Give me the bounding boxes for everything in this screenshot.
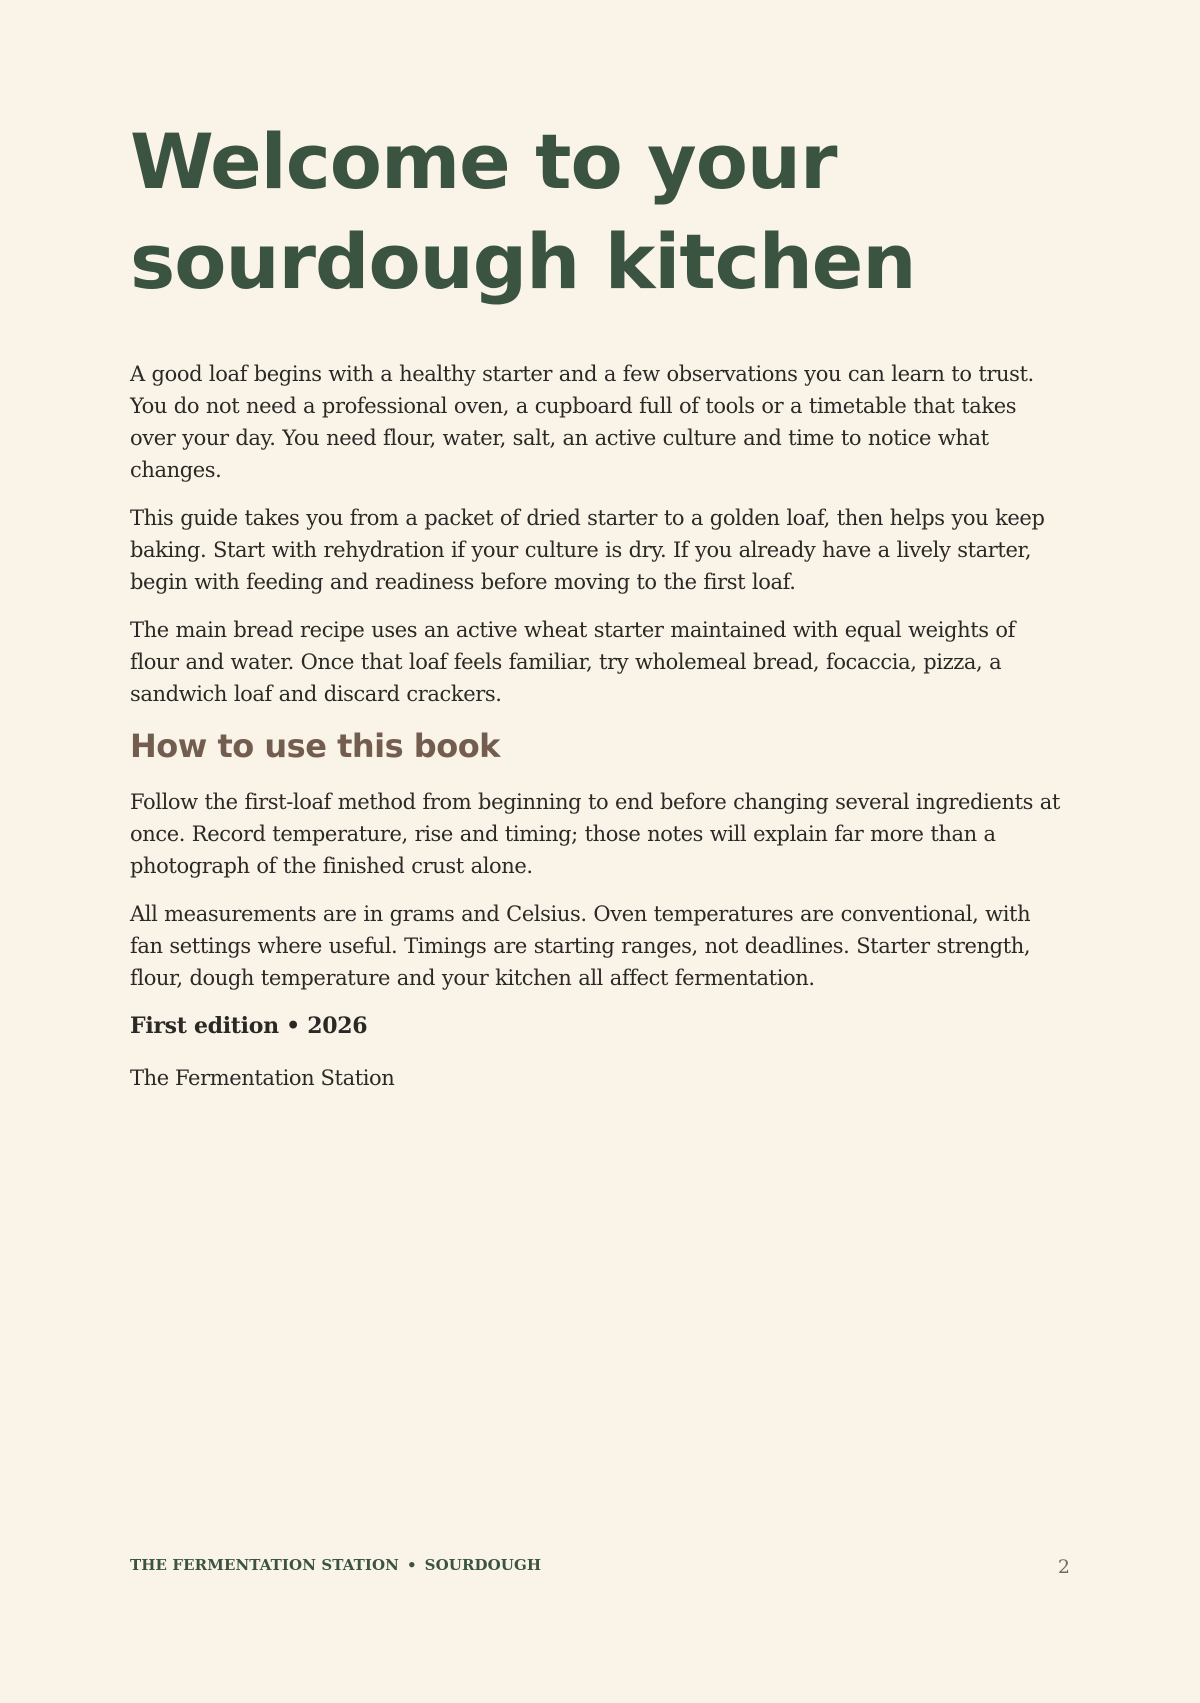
page-title-line-1: Welcome to your [130,117,837,206]
page-number: 2 [1057,1556,1070,1578]
intro-paragraph-2: This guide takes you from a packet of dried starter to a golden loaf, then helps you keep baking. Start with rehydration if your culture is dry. If you already have a lively starter, begin with feeding and readiness before moving to the first loaf. [130,506,1045,594]
page-footer [130,1552,1070,1582]
page-content [130,112,1065,1094]
edition-line: First edition • 2026 [130,1013,368,1039]
footer-separator: • [406,1556,417,1574]
publisher-name: The Fermentation Station [130,1066,395,1090]
intro-paragraph-1: A good loaf begins with a healthy starter and a few observations you can learn to trust. You do not need a professional oven, a cupboard full of tools or a timetable that takes over your day. You need flour, water, salt, an active culture and time to notice what changes. [130,362,1034,482]
page-title-line-2: sourdough kitchen [130,217,916,306]
intro-paragraph-3: The main bread recipe uses an active wheat starter maintained with equal weights of flour and water. Once that loaf feels familiar, try wholemeal bread, focaccia, pizza, a sandwich loaf and discard crackers. [130,618,1015,706]
how-to-paragraph-1: Follow the first-loaf method from beginning to end before changing several ingredients at once. Record temperature, rise and timing; those notes will explain far more than a photograph of the finished crust alone. [130,790,1060,878]
running-footer [130,1556,541,1574]
page-title [130,112,1065,312]
section-heading-how-to-use: How to use this book [130,727,500,765]
footer-brand: THE FERMENTATION STATION [130,1556,399,1574]
footer-section: SOURDOUGH [424,1556,542,1574]
how-to-paragraph-2: All measurements are in grams and Celsius. Oven temperatures are conventional, with fan settings where useful. Timings are starting ranges, not deadlines. Starter strength, flour, dough temperature and your kitchen all affect fermentation. [130,902,1031,990]
